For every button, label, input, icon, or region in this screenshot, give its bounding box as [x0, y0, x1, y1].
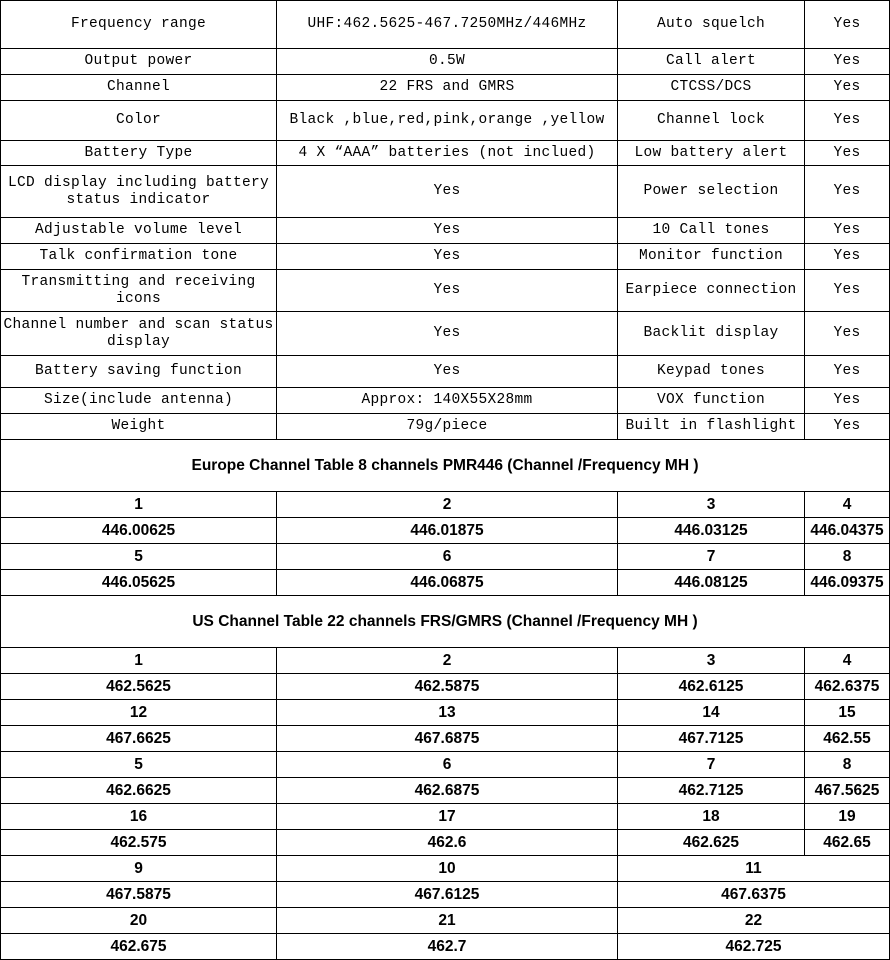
channel-frequency: 462.5875: [277, 674, 618, 700]
channel-frequency: 462.5625: [1, 674, 277, 700]
spec-value: Yes: [277, 218, 618, 244]
us-channel-row: [1, 700, 890, 726]
channel-frequency: 467.5875: [1, 882, 277, 908]
us-frequency-row: [1, 830, 890, 856]
channel-frequency: 462.625: [618, 830, 805, 856]
feature-label: Low battery alert: [618, 141, 805, 166]
channel-frequency: 462.7: [277, 934, 618, 960]
channel-frequency: 446.00625: [1, 518, 277, 544]
spec-label: Channel: [1, 75, 277, 101]
spec-label: Output power: [1, 49, 277, 75]
spec-row: [1, 1, 890, 49]
channel-frequency: 446.09375: [805, 570, 890, 596]
feature-label: CTCSS/DCS: [618, 75, 805, 101]
spec-row: [1, 244, 890, 270]
channel-number: 18: [618, 804, 805, 830]
spec-value: 0.5W: [277, 49, 618, 75]
spec-label: Adjustable volume level: [1, 218, 277, 244]
us-channel-row: [1, 804, 890, 830]
channel-number: 7: [618, 752, 805, 778]
channel-number: 20: [1, 908, 277, 934]
channel-number: 2: [277, 492, 618, 518]
channel-frequency: 467.5625: [805, 778, 890, 804]
channel-number: 17: [277, 804, 618, 830]
spec-label: Size(include antenna): [1, 388, 277, 414]
europe-frequency-row: [1, 570, 890, 596]
channel-number: 3: [618, 492, 805, 518]
channel-number: 10: [277, 856, 618, 882]
europe-frequency-row: [1, 518, 890, 544]
channel-frequency: 467.6125: [277, 882, 618, 908]
channel-frequency: 462.675: [1, 934, 277, 960]
channel-frequency: 462.6625: [1, 778, 277, 804]
feature-label: Channel lock: [618, 101, 805, 141]
spec-value: Yes: [277, 166, 618, 218]
spec-row: [1, 101, 890, 141]
channel-frequency: 462.6125: [618, 674, 805, 700]
channel-frequency: 446.04375: [805, 518, 890, 544]
us-channel-row: [1, 908, 890, 934]
channel-frequency: 462.7125: [618, 778, 805, 804]
spec-value: 4 X “AAA” batteries (not inclued): [277, 141, 618, 166]
feature-label: 10 Call tones: [618, 218, 805, 244]
feature-value: Yes: [805, 356, 890, 388]
channel-number: 22: [618, 908, 890, 934]
us-channel-row: [1, 648, 890, 674]
spec-value: Yes: [277, 244, 618, 270]
spec-value: Black ,blue,red,pink,orange ,yellow: [277, 101, 618, 141]
channel-frequency: 462.65: [805, 830, 890, 856]
channel-frequency: 467.6375: [618, 882, 890, 908]
channel-number: 16: [1, 804, 277, 830]
channel-frequency: 462.55: [805, 726, 890, 752]
spec-row: [1, 388, 890, 414]
channel-frequency: 467.7125: [618, 726, 805, 752]
channel-number: 14: [618, 700, 805, 726]
feature-value: Yes: [805, 141, 890, 166]
feature-value: Yes: [805, 414, 890, 440]
channel-frequency: 446.08125: [618, 570, 805, 596]
feature-label: Monitor function: [618, 244, 805, 270]
feature-value: Yes: [805, 75, 890, 101]
channel-frequency: 467.6625: [1, 726, 277, 752]
channel-frequency: 462.725: [618, 934, 890, 960]
us-channel-row: [1, 752, 890, 778]
channel-number: 8: [805, 544, 890, 570]
spec-value: UHF:462.5625-467.7250MHz/446MHz: [277, 1, 618, 49]
spec-value: Yes: [277, 356, 618, 388]
feature-value: Yes: [805, 49, 890, 75]
channel-frequency: 446.06875: [277, 570, 618, 596]
europe-channel-row: [1, 544, 890, 570]
spec-label: Channel number and scan status display: [1, 312, 277, 356]
channel-number: 1: [1, 648, 277, 674]
us-frequency-row: [1, 674, 890, 700]
spec-label: Transmitting and receiving icons: [1, 270, 277, 312]
us-frequency-row: [1, 778, 890, 804]
spec-label: Frequency range: [1, 1, 277, 49]
us-frequency-row: [1, 882, 890, 908]
us-frequency-row: [1, 934, 890, 960]
spec-label: Weight: [1, 414, 277, 440]
channel-number: 1: [1, 492, 277, 518]
channel-frequency: 462.6875: [277, 778, 618, 804]
channel-number: 6: [277, 544, 618, 570]
spec-row: [1, 141, 890, 166]
feature-label: Auto squelch: [618, 1, 805, 49]
channel-number: 19: [805, 804, 890, 830]
spec-row: [1, 218, 890, 244]
feature-label: Power selection: [618, 166, 805, 218]
spec-value: 79g/piece: [277, 414, 618, 440]
spec-value: Yes: [277, 270, 618, 312]
spec-label: LCD display including battery status indicator: [1, 166, 277, 218]
feature-label: Keypad tones: [618, 356, 805, 388]
channel-number: 12: [1, 700, 277, 726]
spec-value: Approx: 140X55X28mm: [277, 388, 618, 414]
feature-value: Yes: [805, 388, 890, 414]
spec-row: [1, 356, 890, 388]
channel-frequency: 462.575: [1, 830, 277, 856]
channel-number: 4: [805, 648, 890, 674]
channel-frequency: 446.05625: [1, 570, 277, 596]
spec-row: [1, 75, 890, 101]
channel-number: 5: [1, 544, 277, 570]
spec-label: Battery saving function: [1, 356, 277, 388]
channel-number: 21: [277, 908, 618, 934]
spec-row: [1, 414, 890, 440]
feature-value: Yes: [805, 1, 890, 49]
feature-value: Yes: [805, 244, 890, 270]
feature-value: Yes: [805, 101, 890, 141]
feature-value: Yes: [805, 218, 890, 244]
channel-frequency: 467.6875: [277, 726, 618, 752]
spec-value: Yes: [277, 312, 618, 356]
spec-row: [1, 49, 890, 75]
europe-channel-row: [1, 492, 890, 518]
channel-number: 11: [618, 856, 890, 882]
feature-label: VOX function: [618, 388, 805, 414]
channel-frequency: 446.01875: [277, 518, 618, 544]
channel-number: 3: [618, 648, 805, 674]
channel-number: 8: [805, 752, 890, 778]
feature-label: Call alert: [618, 49, 805, 75]
channel-frequency: 462.6375: [805, 674, 890, 700]
spec-label: Battery Type: [1, 141, 277, 166]
channel-frequency: 446.03125: [618, 518, 805, 544]
feature-label: Earpiece connection: [618, 270, 805, 312]
us-channel-row: [1, 856, 890, 882]
spec-row: [1, 312, 890, 356]
spec-row: [1, 270, 890, 312]
channel-number: 15: [805, 700, 890, 726]
feature-value: Yes: [805, 166, 890, 218]
channel-number: 7: [618, 544, 805, 570]
channel-number: 9: [1, 856, 277, 882]
channel-number: 5: [1, 752, 277, 778]
spec-label: Talk confirmation tone: [1, 244, 277, 270]
spec-value: 22 FRS and GMRS: [277, 75, 618, 101]
us-frequency-row: [1, 726, 890, 752]
spec-row: [1, 166, 890, 218]
channel-frequency: 462.6: [277, 830, 618, 856]
europe-table-title: Europe Channel Table 8 channels PMR446 (Channel /Frequency MH ): [1, 440, 890, 492]
channel-number: 6: [277, 752, 618, 778]
channel-number: 2: [277, 648, 618, 674]
feature-label: Backlit display: [618, 312, 805, 356]
europe-title-row: [1, 440, 890, 492]
us-title-row: [1, 596, 890, 648]
feature-label: Built in flashlight: [618, 414, 805, 440]
feature-value: Yes: [805, 270, 890, 312]
channel-number: 4: [805, 492, 890, 518]
spec-label: Color: [1, 101, 277, 141]
feature-value: Yes: [805, 312, 890, 356]
us-table-title: US Channel Table 22 channels FRS/GMRS (Channel /Frequency MH ): [1, 596, 890, 648]
channel-number: 13: [277, 700, 618, 726]
